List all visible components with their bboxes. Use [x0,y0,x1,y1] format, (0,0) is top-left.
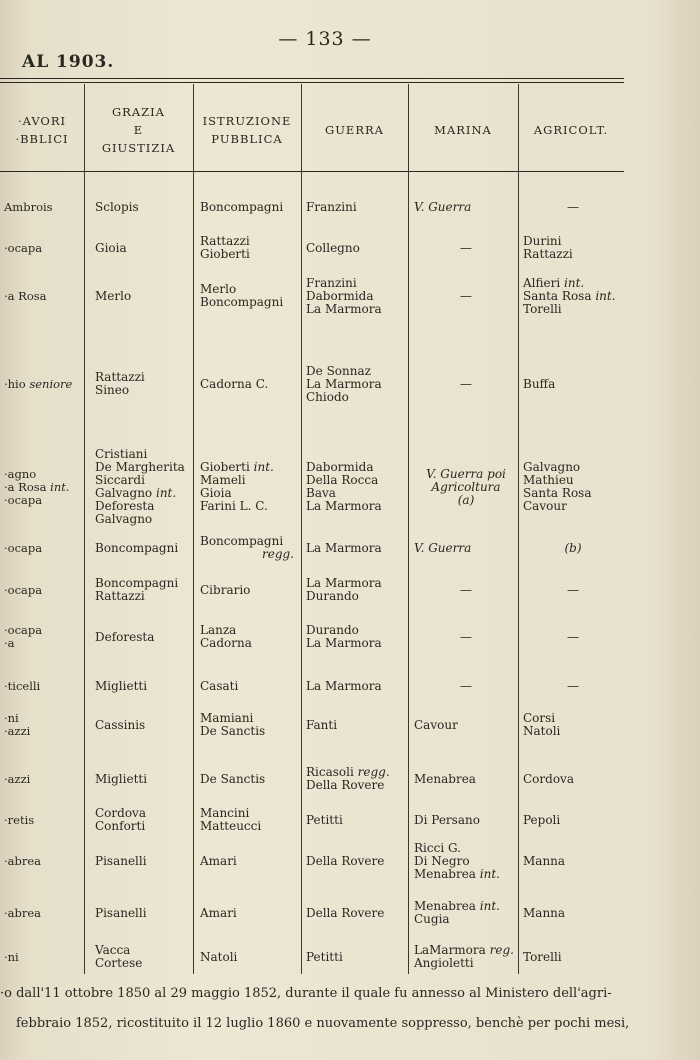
table-cell-grazia: Galvagno [95,512,153,526]
table-cell-lavori: ·hio seniore [4,376,73,391]
table-cell-lavori: Ambrois [4,199,53,214]
table-cell-agricolt: Galvagno [523,460,581,474]
table-cell-grazia: Conforti [95,819,146,833]
table-cell-grazia: Cristiani [95,447,148,461]
table-cell-istruzione: Rattazzi [200,234,250,248]
table-cell-marina: Cavour [414,717,458,732]
table-cell-grazia: Vacca [95,943,131,957]
table-cell-agricolt: Buffa [523,376,556,391]
table-cell-agricolt: Corsi [523,711,556,725]
table-cell-guerra: Petitti [306,812,343,827]
column-header-line: ISTRUZIONE [202,114,292,128]
table-cell-grazia: Merlo [95,288,132,303]
table-cell-lavori: ·ocapa [4,582,43,597]
table-cell-grazia: Rattazzi [95,370,145,384]
table-cell-marina: V. Guerra [414,540,472,555]
table-cell-istruzione: Mamiani [200,711,254,725]
table-cell-grazia: Pisanelli [95,853,147,868]
table-cell-istruzione: Boncompagni [200,295,284,309]
table-cell-lavori: ·retis [4,812,35,827]
table-cell-agricolt: Pepoli [523,812,561,827]
table-cell-grazia: Sineo [95,383,130,397]
table-cell-guerra: Bava [306,486,336,500]
table-cell-guerra: La Marmora [306,678,382,693]
column-header-guerra [301,92,408,168]
header-rule [0,171,624,172]
table-cell-lavori: ·a Rosa int. [4,479,70,494]
table-cell-marina: V. Guerra poi [426,466,506,481]
table-cell-guerra: Della Rovere [306,905,385,920]
table-cell-agricolt: Alfieri int. [523,275,585,290]
column-header-line: GUERRA [325,123,384,137]
table-cell-guerra: De Sonnaz [306,363,371,378]
table-cell-marina: Agricoltura [431,479,501,494]
table-cell-guerra: Franzini [306,199,357,214]
table-cell-grazia: Siccardi [95,473,145,487]
table-cell-agricolt: Santa Rosa int. [523,288,616,303]
table-cell-marina: Angioletti [414,956,474,970]
table-cell-lavori: ·azzi [4,771,31,786]
table-cell-agricolt: Natoli [523,724,561,738]
table-cell-grazia: Sclopis [95,199,139,214]
table-cell-guerra: Della Rovere [306,853,385,868]
table-cell-istruzione: Matteucci [200,819,262,833]
table-cell-lavori: ·a [4,636,15,650]
table-cell-istruzione: De Sanctis [200,771,266,786]
table-cell-grazia: Miglietti [95,678,148,693]
table-cell-agricolt: Torelli [523,949,562,964]
column-header-line: PUBBLICA [211,132,283,146]
empty-dash: — [567,629,579,644]
table-cell-grazia: Boncompagni [95,576,179,590]
empty-dash: — [460,240,472,255]
column-header-line: GIUSTIZIA [101,141,176,155]
column-header-agricolt [518,92,624,168]
table-cell-istruzione: Amari [200,853,237,868]
empty-dash: — [567,678,579,693]
table-cell-marina: Di Negro [414,853,470,868]
top-rule-thin [0,82,624,83]
table-cell-guerra: Della Rovere [306,778,385,792]
table-cell-agricolt: Durini [523,234,562,248]
column-header-grazia [84,92,193,168]
table-cell-lavori: ·agno [4,466,37,481]
table-cell-agricolt: Cordova [523,771,574,786]
table-cell-guerra: La Marmora [306,540,382,555]
column-header-line: ·AVORI [17,114,67,128]
table-cell-marina: LaMarmora reg. [414,943,514,957]
table-cell-istruzione: Boncompagni [200,199,284,214]
table-cell-guerra: La Marmora [306,376,382,391]
table-cell-grazia: Cassinis [95,717,146,732]
top-rule [0,78,624,79]
column-header-marina [408,92,518,168]
table-cell-istruzione: Cadorna C. [200,376,269,391]
footnote-line-2: febbraio 1852, ricostituito il 12 luglio 1860 e nuovamente soppresso, benchè per pochi mesi, [16,1016,630,1031]
table-cell-lavori: ·abrea [4,853,42,868]
table-cell-istruzione: Amari [200,905,237,920]
table-cell-agricolt: Rattazzi [523,247,573,261]
column-divider [193,84,194,974]
table-cell-guerra: La Marmora [306,301,382,316]
table-cell-istruzione: Cadorna [200,636,252,650]
table-cell-marina: V. Guerra [414,199,472,214]
table-cell-istruzione: Boncompagni [200,534,284,548]
table-cell-agricolt: Cavour [523,499,567,513]
table-cell-guerra: Della Rocca [306,473,379,487]
table-cell-marina: Menabrea [414,771,476,786]
table-cell-marina: Cugia [414,912,450,926]
empty-dash: — [460,678,472,693]
table-cell-agricolt: (b) [564,540,582,555]
table-cell-marina: (a) [457,492,475,507]
column-header-line: GRAZIA [111,105,165,119]
empty-dash: — [460,629,472,644]
table-cell-guerra: La Marmora [306,499,382,513]
table-cell-istruzione: Gioberti int. [200,460,274,474]
table-cell-istruzione: Farini L. C. [200,499,268,513]
column-header-line: AGRICOLT. [533,123,609,137]
table-cell-guerra: Durando [306,623,359,637]
column-divider [84,84,85,974]
table-cell-grazia: Rattazzi [95,589,145,603]
table-cell-istruzione: Cibrario [200,582,251,597]
table-cell-marina: Menabrea int. [414,899,500,913]
table-cell-guerra: Dabormida [306,460,374,474]
column-header-istruzione [193,92,301,168]
table-cell-guerra: Dabormida [306,288,374,303]
table-cell-guerra: Collegno [306,240,360,255]
table-cell-istruzione: Merlo [200,282,237,296]
table-cell-guerra: Durando [306,589,359,603]
table-cell-istruzione: regg. [261,547,294,561]
table-cell-lavori: ·ocapa [4,240,43,255]
table-cell-grazia: De Margherita [95,460,185,474]
table-cell-istruzione: Mameli [200,473,246,487]
table-cell-lavori: ·ocapa [4,623,43,637]
table-cell-agricolt: Torelli [523,301,562,316]
table-cell-marina: Menabrea int. [414,866,500,881]
column-divider [408,84,409,974]
table-cell-grazia: Boncompagni [95,540,179,555]
table-cell-guerra: Fanti [306,717,338,732]
empty-dash: — [567,199,579,214]
table-cell-guerra: Ricasoli regg. [306,765,390,779]
table-cell-lavori: ·ticelli [4,678,41,693]
table-cell-guerra: La Marmora [306,636,382,650]
table-cell-grazia: Deforesta [95,629,155,644]
table-cell-lavori: ·ni [4,949,19,964]
table-cell-lavori: ·ocapa [4,540,43,555]
table-cell-agricolt: Manna [523,853,566,868]
table-cell-lavori: ·ni [4,711,19,725]
column-divider [301,84,302,974]
table-cell-grazia: Cortese [95,956,143,970]
table-cell-guerra: Chiodo [306,389,349,404]
empty-dash: — [460,376,472,391]
table-cell-lavori: ·azzi [4,724,31,738]
table-cell-grazia: Gioia [95,240,127,255]
table-cell-grazia: Cordova [95,806,146,820]
column-header-line: E [133,123,144,137]
empty-dash: — [460,288,472,303]
table-cell-lavori: ·ocapa [4,492,43,507]
table-cell-grazia: Deforesta [95,499,155,513]
table-cell-guerra: Franzini [306,275,357,290]
table-cell-agricolt: Santa Rosa [523,486,592,500]
table-cell-grazia: Pisanelli [95,905,147,920]
table-cell-grazia: Miglietti [95,771,148,786]
table-cell-marina: Ricci G. [414,840,461,855]
empty-dash: — [567,582,579,597]
table-cell-marina: Di Persano [414,812,480,827]
table-cell-istruzione: Mancini [200,806,250,820]
page-number: — 133 — [278,28,372,50]
page-heading: AL 1903. [22,52,115,72]
table-cell-istruzione: Natoli [200,949,238,964]
table-cell-istruzione: Gioberti [200,247,250,261]
table-cell-lavori: ·abrea [4,905,42,920]
table-cell-istruzione: Gioia [200,486,232,500]
table-cell-istruzione: Lanza [200,623,237,637]
table-cell-istruzione: De Sanctis [200,724,266,738]
column-header-lavori [0,92,84,168]
column-header-line: ·BBLICI [15,132,69,146]
table-cell-agricolt: Manna [523,905,566,920]
table-cell-grazia: Galvagno int. [95,486,177,500]
table-cell-guerra: La Marmora [306,576,382,590]
table-cell-guerra: Petitti [306,949,343,964]
empty-dash: — [460,582,472,597]
table-cell-istruzione: Casati [200,678,239,693]
footnote-line-1: ·o dall'11 ottobre 1850 al 29 maggio 1852, durante il quale fu annesso al Ministero dell'agri- [0,986,612,1001]
table-cell-agricolt: Mathieu [523,473,574,487]
column-divider [518,84,519,974]
table-cell-lavori: ·a Rosa [4,288,47,303]
column-header-line: MARINA [434,123,492,137]
